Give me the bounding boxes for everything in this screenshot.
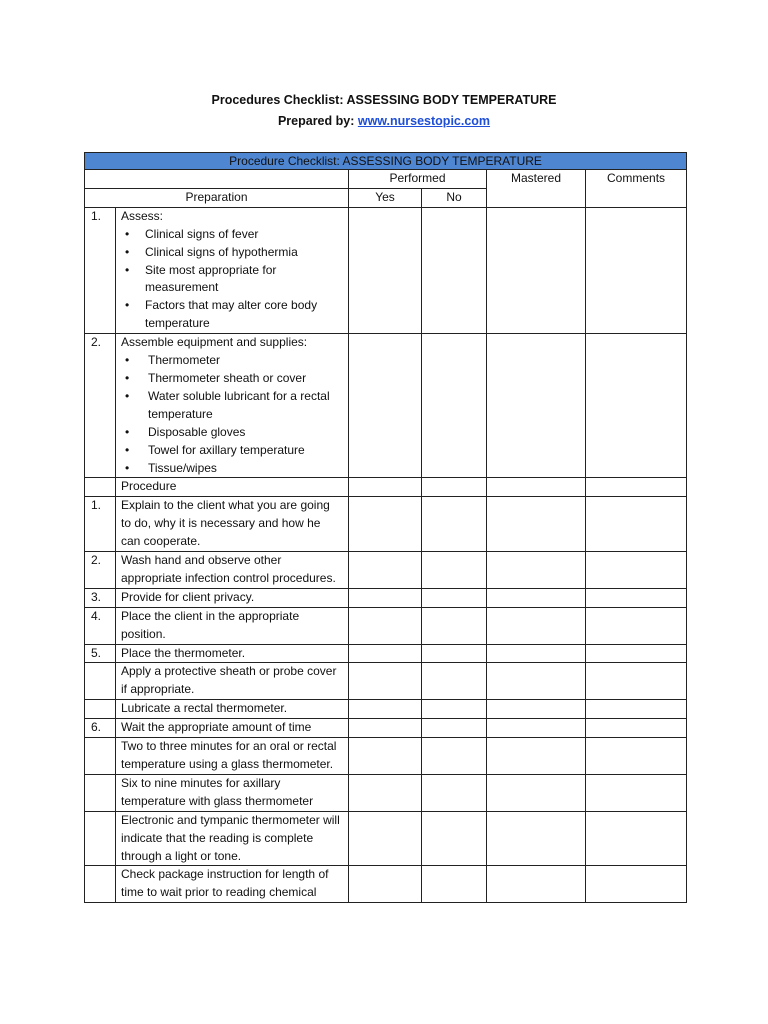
row-text: Apply a protective sheath or probe cover if appropriate. [116, 663, 349, 700]
row-text [116, 334, 349, 478]
table-row [85, 607, 687, 644]
row-text: Two to three minutes for an oral or rectal temperature using a glass thermometer. [116, 738, 349, 775]
row-text: Six to nine minutes for axillary temperature with glass thermometer [116, 774, 349, 811]
row-text: Place the thermometer. [116, 644, 349, 663]
no-cell[interactable] [422, 478, 487, 497]
yes-cell[interactable] [349, 607, 422, 644]
mastered-cell[interactable] [487, 738, 586, 775]
row-number [85, 700, 116, 719]
row-number: 4. [85, 607, 116, 644]
col-no: No [422, 188, 487, 207]
comments-cell[interactable] [586, 719, 687, 738]
row-heading: Assemble equipment and supplies: [121, 335, 308, 350]
no-cell[interactable] [422, 738, 487, 775]
col-preparation: Preparation [85, 188, 349, 207]
no-cell[interactable] [422, 334, 487, 478]
mastered-cell[interactable] [487, 774, 586, 811]
comments-cell[interactable] [586, 552, 687, 589]
no-cell[interactable] [422, 866, 487, 903]
list-item: • Thermometer sheath or cover [121, 370, 343, 388]
table-row [85, 700, 687, 719]
row-text: Explain to the client what you are going to do, why it is necessary and how he can cooperate. [116, 497, 349, 552]
row-text: Wait the appropriate amount of time [116, 719, 349, 738]
row-number: 2. [85, 334, 116, 478]
comments-cell[interactable] [586, 663, 687, 700]
table-title-row [85, 153, 687, 170]
mastered-cell[interactable] [487, 607, 586, 644]
mastered-cell[interactable] [487, 552, 586, 589]
table-row [85, 207, 687, 333]
checklist-table [84, 152, 687, 903]
list-item: • Thermometer [121, 352, 343, 370]
bullet-list [121, 352, 343, 477]
row-text: Check package instruction for length of time to wait prior to reading chemical [116, 866, 349, 903]
no-cell[interactable] [422, 644, 487, 663]
col-yes: Yes [349, 188, 422, 207]
list-item: • Towel for axillary temperature [121, 442, 343, 460]
yes-cell[interactable] [349, 497, 422, 552]
comments-cell[interactable] [586, 700, 687, 719]
bullet-list [121, 226, 343, 333]
prepared-by-line [0, 114, 768, 128]
mastered-cell[interactable] [487, 588, 586, 607]
table-row [85, 588, 687, 607]
no-cell[interactable] [422, 663, 487, 700]
yes-cell[interactable] [349, 774, 422, 811]
list-item: • Factors that may alter core body temperature [121, 297, 343, 333]
row-heading: Assess: [121, 208, 164, 223]
comments-cell[interactable] [586, 588, 687, 607]
mastered-cell[interactable] [487, 811, 586, 866]
mastered-cell[interactable] [487, 207, 586, 333]
row-number: 6. [85, 719, 116, 738]
row-number: 1. [85, 497, 116, 552]
no-cell[interactable] [422, 719, 487, 738]
mastered-cell[interactable] [487, 719, 586, 738]
comments-cell[interactable] [586, 497, 687, 552]
prepared-by-label: Prepared by: [277, 114, 358, 128]
list-item: • Water soluble lubricant for a rectal temperature [121, 388, 343, 424]
column-header-row [85, 170, 687, 189]
col-mastered: Mastered [487, 170, 586, 208]
no-cell[interactable] [422, 607, 487, 644]
yes-cell[interactable] [349, 738, 422, 775]
comments-cell[interactable] [586, 738, 687, 775]
yes-cell[interactable] [349, 866, 422, 903]
mastered-cell[interactable] [487, 700, 586, 719]
mastered-cell[interactable] [487, 497, 586, 552]
row-number [85, 811, 116, 866]
comments-cell[interactable] [586, 334, 687, 478]
row-number [85, 663, 116, 700]
list-item: • Site most appropriate for measurement [121, 262, 343, 298]
row-text: Lubricate a rectal thermometer. [116, 700, 349, 719]
row-text: Provide for client privacy. [116, 588, 349, 607]
row-text [116, 207, 349, 333]
mastered-cell[interactable] [487, 478, 586, 497]
yes-cell[interactable] [349, 334, 422, 478]
list-item: • Clinical signs of fever [121, 226, 343, 244]
list-item: • Disposable gloves [121, 424, 343, 442]
table-row [85, 644, 687, 663]
comments-cell[interactable] [586, 644, 687, 663]
list-item: • Clinical signs of hypothermia [121, 244, 343, 262]
comments-cell[interactable] [586, 607, 687, 644]
table-row [85, 719, 687, 738]
mastered-cell[interactable] [487, 644, 586, 663]
no-cell[interactable] [422, 207, 487, 333]
yes-cell[interactable] [349, 663, 422, 700]
mastered-cell[interactable] [487, 334, 586, 478]
table-row [85, 497, 687, 552]
table-row [85, 663, 687, 700]
row-text: Electronic and tympanic thermometer will indicate that the reading is complete through a light or tone. [116, 811, 349, 866]
document-title: Procedures Checklist: ASSESSING BODY TEMPERATURE [211, 93, 557, 107]
comments-cell[interactable] [586, 207, 687, 333]
comments-cell[interactable] [586, 811, 687, 866]
procedure-label-row [85, 478, 687, 497]
row-number [85, 774, 116, 811]
table-title: Procedure Checklist: ASSESSING BODY TEMPERATURE [85, 153, 687, 170]
table-row [85, 738, 687, 775]
comments-cell[interactable] [586, 478, 687, 497]
no-cell[interactable] [422, 700, 487, 719]
procedure-label: Procedure [116, 478, 349, 497]
yes-cell[interactable] [349, 478, 422, 497]
list-item: • Tissue/wipes [121, 460, 343, 478]
no-cell[interactable] [422, 552, 487, 589]
no-cell[interactable] [422, 774, 487, 811]
yes-cell[interactable] [349, 644, 422, 663]
no-cell[interactable] [422, 588, 487, 607]
yes-cell[interactable] [349, 552, 422, 589]
comments-cell[interactable] [586, 866, 687, 903]
table-row [85, 811, 687, 866]
table-row [85, 334, 687, 478]
row-text: Wash hand and observe other appropriate infection control procedures. [116, 552, 349, 589]
table-row [85, 774, 687, 811]
row-number [85, 738, 116, 775]
row-number [85, 866, 116, 903]
yes-cell[interactable] [349, 811, 422, 866]
yes-cell[interactable] [349, 719, 422, 738]
table-row [85, 866, 687, 903]
col-comments: Comments [586, 170, 687, 208]
yes-cell[interactable] [349, 700, 422, 719]
no-cell[interactable] [422, 811, 487, 866]
yes-cell[interactable] [349, 207, 422, 333]
table-row [85, 552, 687, 589]
comments-cell[interactable] [586, 774, 687, 811]
yes-cell[interactable] [349, 588, 422, 607]
mastered-cell[interactable] [487, 866, 586, 903]
row-number: 3. [85, 588, 116, 607]
row-number: 2. [85, 552, 116, 589]
row-number: 1. [85, 207, 116, 333]
no-cell[interactable] [422, 497, 487, 552]
col-performed: Performed [349, 170, 487, 189]
mastered-cell[interactable] [487, 663, 586, 700]
row-number: 5. [85, 644, 116, 663]
prepared-by-link[interactable]: www.nursestopic.com [357, 114, 491, 128]
row-text: Place the client in the appropriate position. [116, 607, 349, 644]
